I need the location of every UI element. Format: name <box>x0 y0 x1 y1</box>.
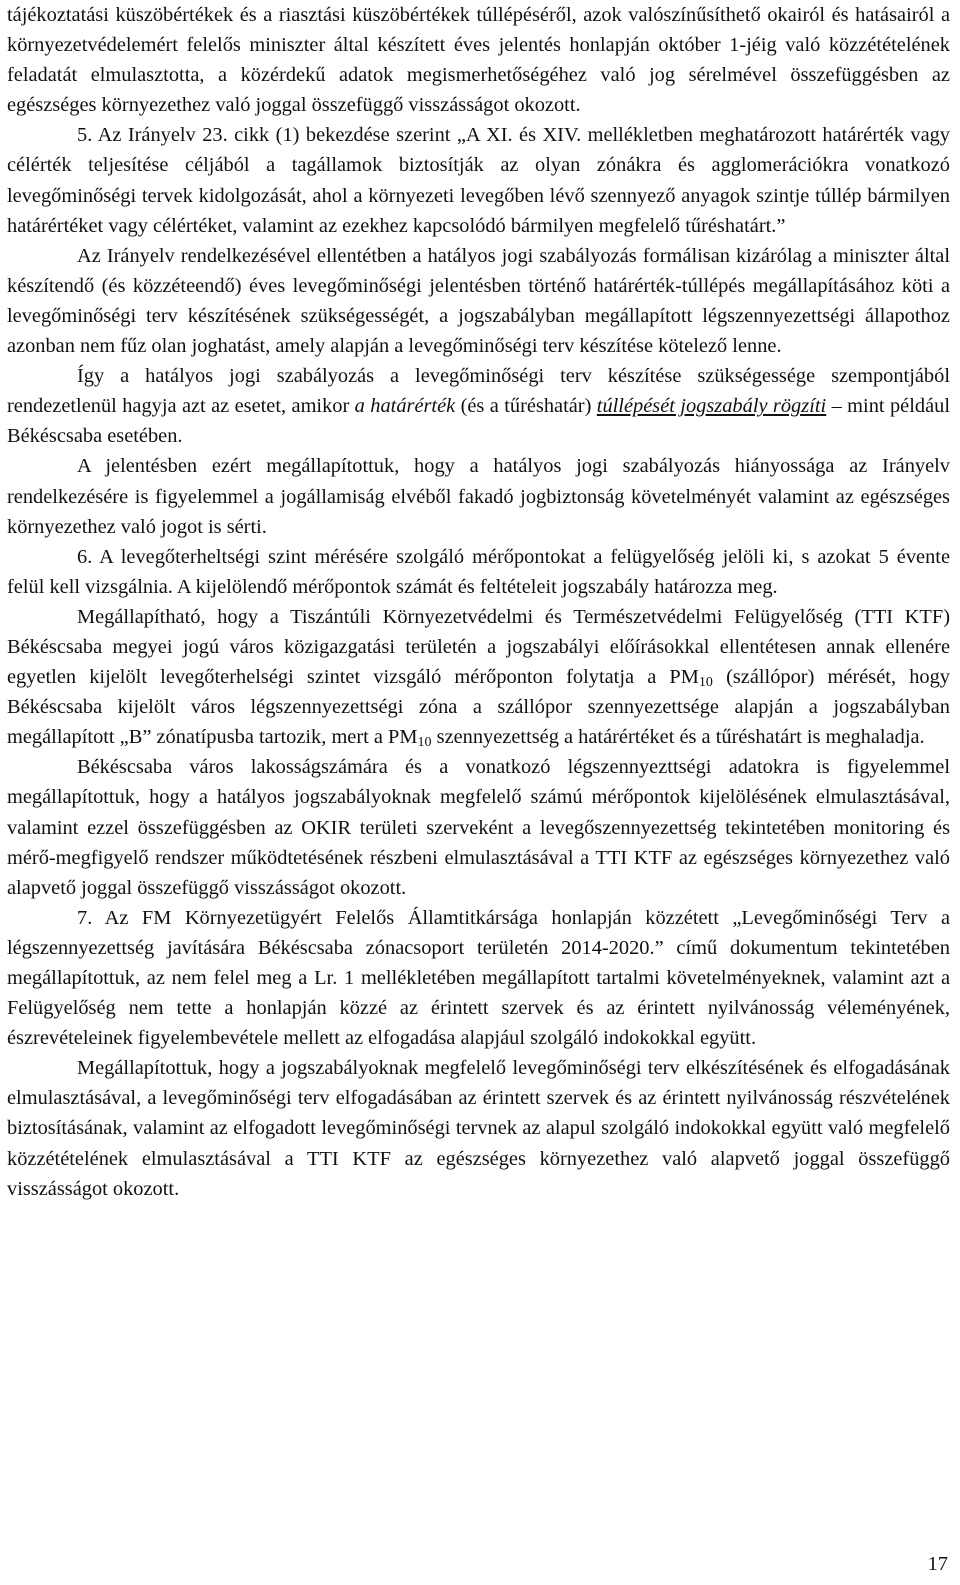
section-6-p2-text-b: (szállópor) mérését, hogy Békéscsaba kijelölt város légszennyezettségi zóna a szállópor szennyezettsége alapján a jogszabályban megállapított „B” zónatípusba tartozik, mert a PM <box>7 666 950 749</box>
section-6-paragraph-2 <box>7 602 950 752</box>
section-5-p3-text-e: – mint például Békéscsaba esetében. <box>7 395 950 448</box>
pm10-subscript: 10 <box>417 735 432 751</box>
pm10-subscript: 10 <box>698 675 713 691</box>
section-5-paragraph-1 <box>7 120 950 240</box>
section-7-paragraph-2: Megállapítottuk, hogy a jogszabályoknak megfelelő levegőminőségi terv elkészítésének és elfogadásának elmulasztásával, a levegőminőségi terv elfogadásában az érintett szervek és az érintett nyilvánosság részvételének biztosításának, valamint az elfogadott levegőminőségi tervnek az alapul szolgáló indokokkal együtt való megfelelő közzétételének elmulasztásával a TTI KTF az egészséges környezethez való alapvető joggal összefüggő visszásságot okozott. <box>7 1057 950 1200</box>
document-page <box>7 0 950 1204</box>
section-5-paragraph-2: Az Irányelv rendelkezésével ellentétben a hatályos jogi szabályozás formálisan kizárólag a miniszter által készítendő (és közzéteendő) éves levegőminőségi jelentésben történő határérték-túllépés megállapításához köti a levegőminőségi terv készítésének szükségességét, a jogszabályban megállapított légszennyezettségi állapothoz azonban nem fűz olan joghatást, amely alapján a levegőminőségi terv készítése kötelező lenne. <box>7 244 950 358</box>
section-5-p3-text-a: Így a hatályos jogi szabályozás a levegőminőségi terv készítése szükségessége szempontjából rendezetlenül hagyja azt az esetet, amikor <box>7 365 950 418</box>
section-7-paragraph-1: 7. Az FM Környezetügyért Felelős Államtitkársága honlapján közzétett „Levegőminőségi Terv a légszennyezettség javítására Békéscsaba zónacsoport területén 2014-2020.” című dokumentum tekintetében megállapítottuk, az nem felel meg a Lr. 1 mellékletében megállapított tartalmi követelményeknek, valamint azt a Felügyelőség nem tette a honlapján közzé az érintett szervek és az érintett nyilvánosság véleményének, észrevételeinek figyelembevétele mellett az elfogadása alapjául szolgáló indokokkal együtt. <box>7 906 950 1050</box>
section-5-heading: 5. Az Irányelv 23. cikk (1) bekezdése szerint „A XI. és XIV. <box>77 124 582 147</box>
section-5-paragraph-4: A jelentésben ezért megállapítottuk, hogy a hatályos jogi szabályozás hiányossága az Irányelv rendelkezésére is figyelemmel a jogállamiság elvéből fakadó jogbiztonság követelményét valamint az egészséges környezethez való jogot is sérti. <box>7 455 950 538</box>
section-5-p3-italic-a: a határérték <box>354 395 456 418</box>
section-5-p3-text-c: (és a tűréshatár) <box>455 395 597 418</box>
section-5-heading-rest: mellékletben meghatározott határérték vagy célérték teljesítése céljából a tagállamok biztosítják az olyan zónákra és agglomerációkra vonatkozó levegőminőségi tervek kidolgozását, ahol a környezeti levegőben lévő szennyező anyagok szintje túllép bármilyen határértéket vagy célértéket, valamint az ezekhez kapcsolódó bármilyen megfelelő tűréshatárt.” <box>7 124 951 237</box>
section-6-p2-text-a: Megállapítható, hogy a Tiszántúli Környezetvédelmi és Természetvédelmi Felügyelőség (TTI KTF) Békéscsaba megyei jogú város közigazgatási területén a jogszabályi előírásokkal ellentétesen annak ellenére egyetlen kijelölt levegőterhelségi szintet vizsgáló mérőponton folytatja a PM <box>7 605 950 689</box>
intro-paragraph: tájékoztatási küszöbértékek és a riasztási küszöbértékek túllépéséről, azok valószínűsíthető okairól és hatásairól a környezetvédelemért felelős miniszter által készített éves jelentés honlapján október 1-jéig való közzétételének feladatát elmulasztotta, a közérdekű adatok megismerhetőségéhez való jog sérelmével összefüggésben az egészséges környezethez való joggal összefüggő visszásságot okozott. <box>7 4 950 117</box>
section-5-p3-italic-underline: túllépését jogszabály rögzíti <box>596 395 827 418</box>
section-6-paragraph-3: Békéscsaba város lakosságszámára és a vonatkozó légszennyezttségi adatokra is figyelemmel megállapítottuk, hogy a hatályos jogszabályoknak megfelelő számú mérőpontok kijelölésének elmulasztásával, valamint ezzel összefüggésben az OKIR területi szerveként a levegőszennyezettség tekintetében monitoring és mérő-megfigyelő rendszer működtetésének részbeni elmulasztásával a TTI KTF az egészséges környezethez való alapvető joggal összefüggő visszásságot okozott. <box>7 756 950 899</box>
section-6-paragraph-1: 6. A levegőterheltségi szint mérésére szolgáló mérőpontokat a felügyelőség jelöli ki, s azokat 5 évente felül kell vizsgálnia. A kijelölendő mérőpontok számát és feltételeit jogszabály határozza meg. <box>7 545 950 598</box>
section-6-p2-text-c: szennyezettség a határértéket és a tűréshatárt is meghaladja. <box>431 726 925 749</box>
section-5-paragraph-3 <box>7 361 950 451</box>
page-number: 17 <box>927 1553 948 1575</box>
